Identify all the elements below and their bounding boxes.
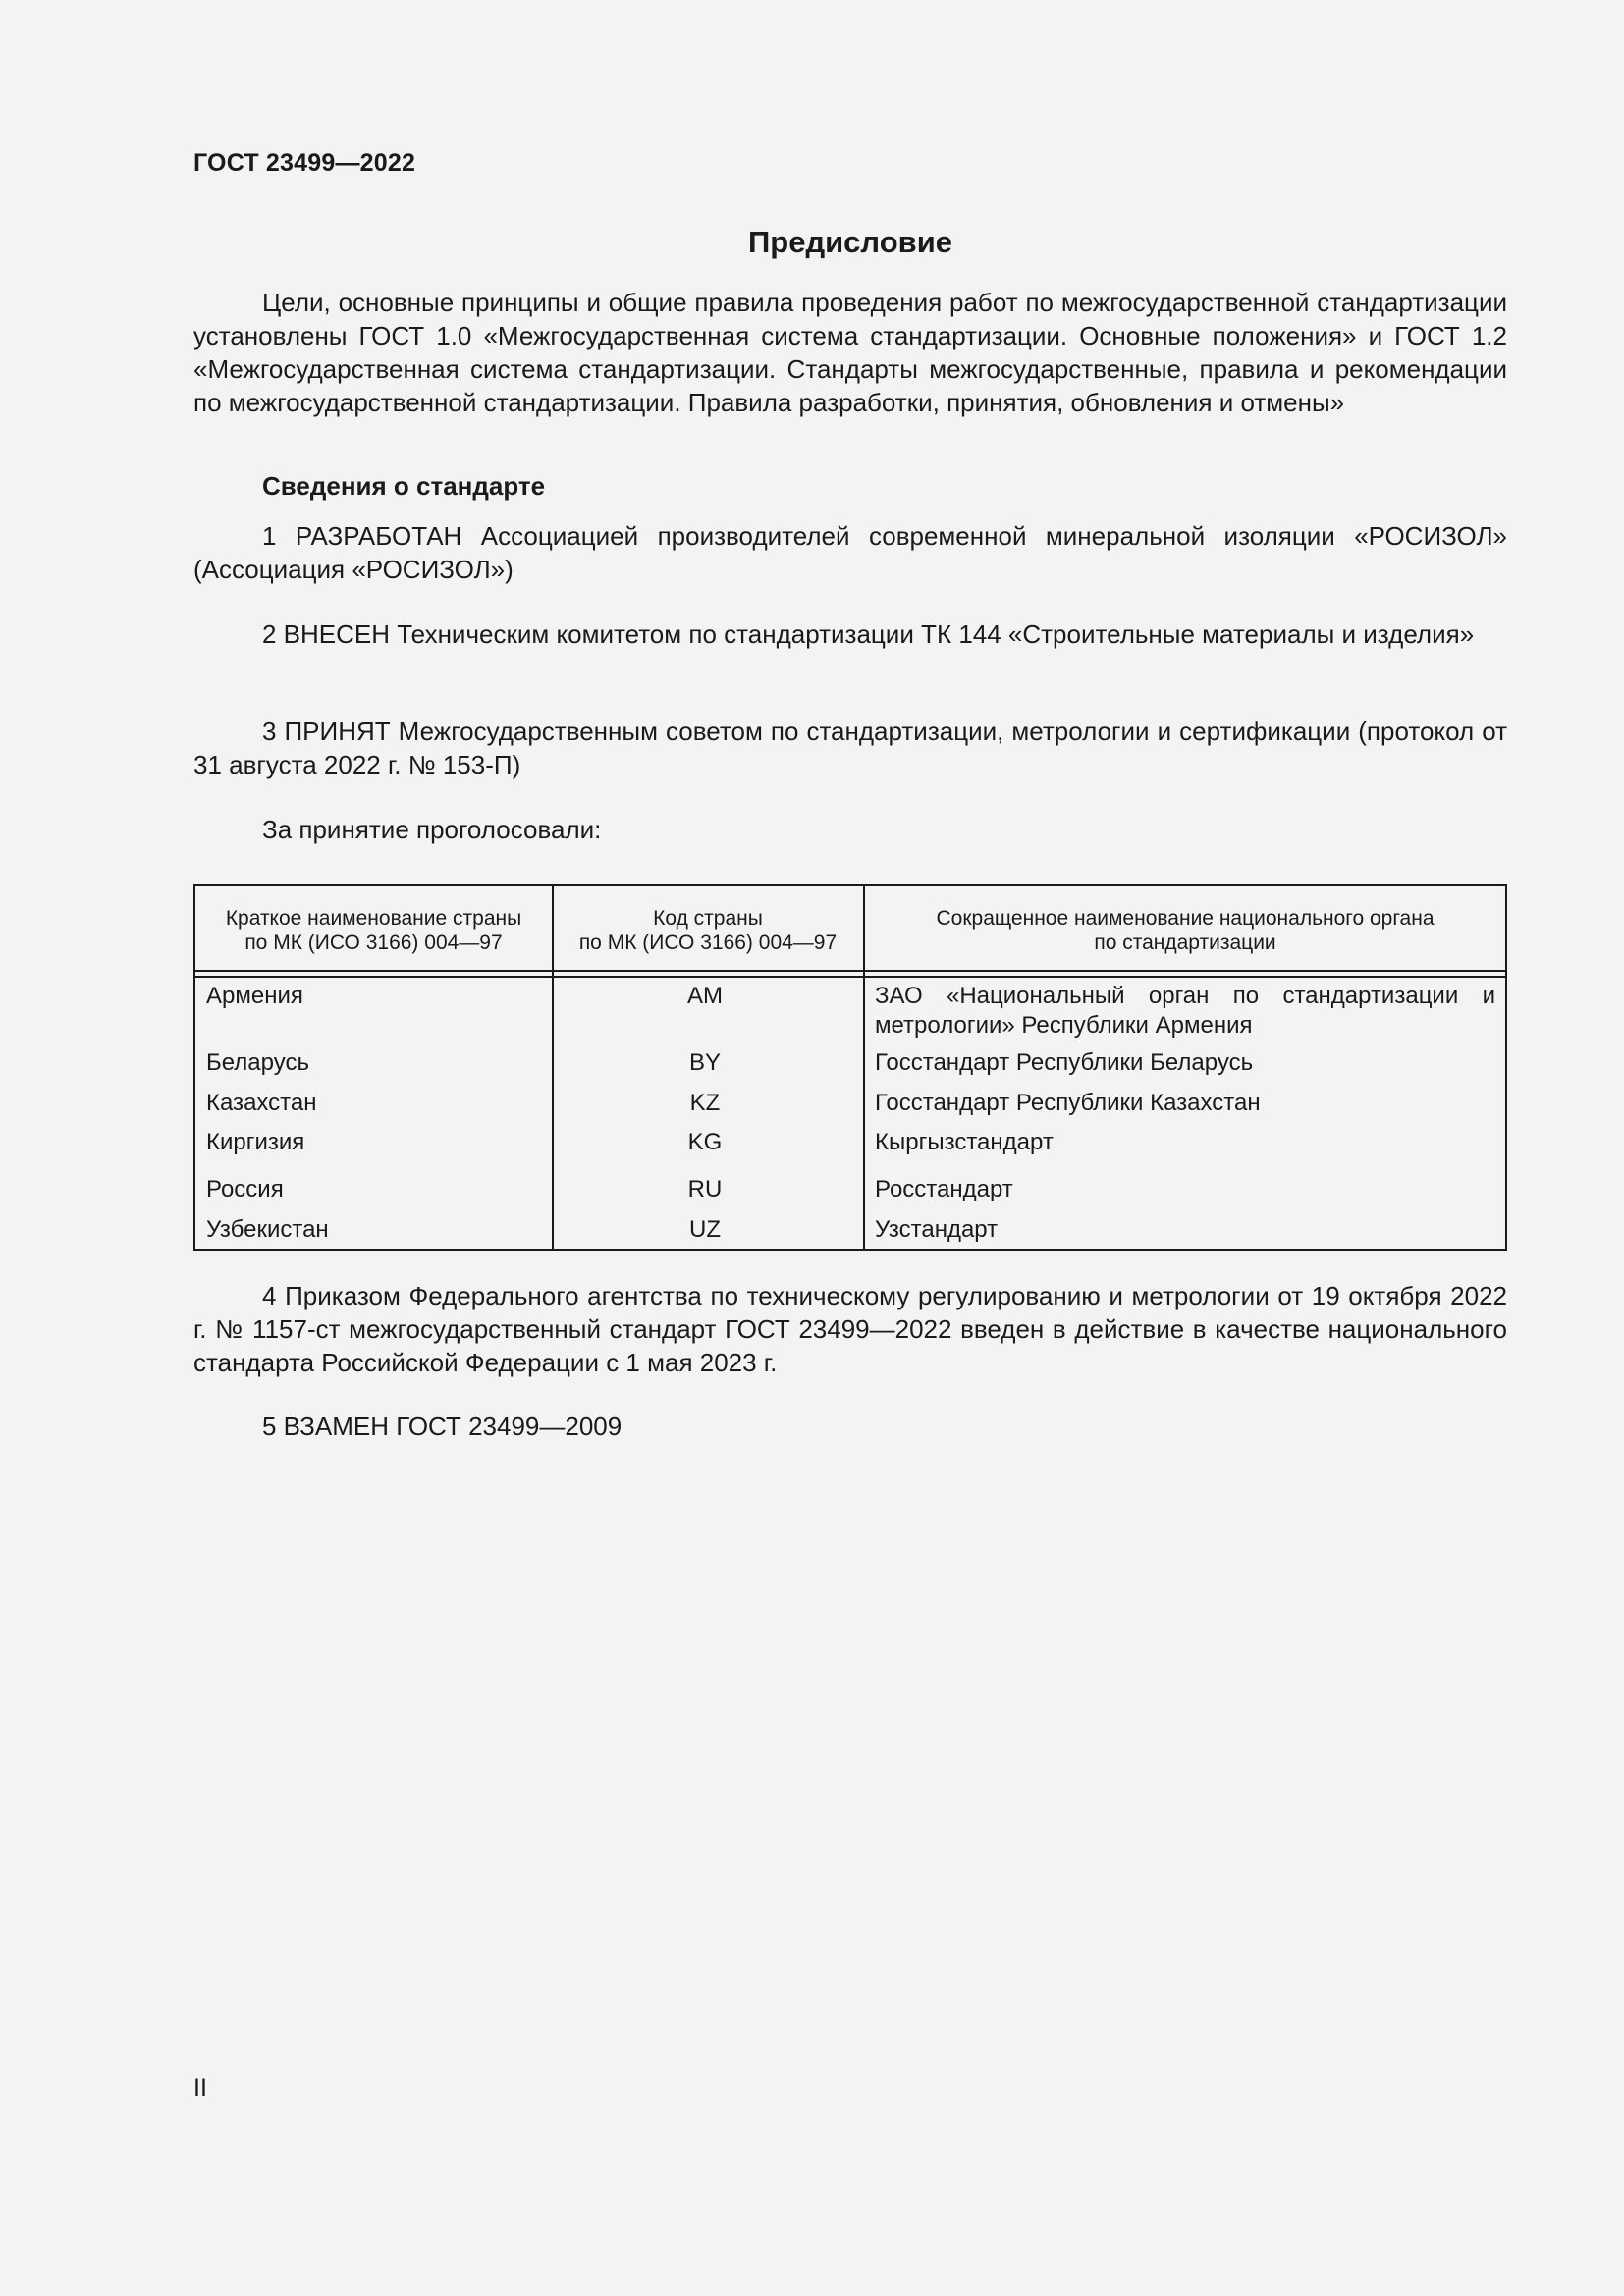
header-country (203, 906, 544, 955)
voting-table (193, 884, 1507, 1251)
header-rule (195, 970, 1505, 972)
table-cell-code: RU (687, 1176, 723, 1202)
table-cell-national-body: Госстандарт Республики Казахстан (875, 1090, 1261, 1116)
header-country-line2: по МК (ИСО 3166) 004—97 (244, 932, 503, 954)
page-number: II (193, 2074, 207, 2102)
intro-paragraph: Цели, основные принципы и общие правила проведения работ по межгосударственной стандартизации установлены ГОСТ 1.0 «Межгосударственная система стандартизации. Основные положения» и ГОСТ 1.2 «Межгосударственная система стандартизации. Стандарты межгосударственные, правила и рекомендации по межгосударственной стандартизации. Правила разработки, принятия, обновления и отмены» (193, 288, 1507, 417)
page-title: Предисловие (747, 225, 952, 259)
table-cell-national-body: Узстандарт (875, 1216, 999, 1243)
section-heading: Сведения о стандарте (262, 471, 546, 501)
table-cell-code: UZ (689, 1216, 721, 1243)
table-cell-country: Россия (206, 1176, 284, 1202)
table-cell-national-body: Росстандарт (875, 1176, 1013, 1202)
header-national-body-line2: по стандартизации (1094, 932, 1276, 954)
table-cell-code: AM (687, 983, 723, 1009)
table-cell-country: Беларусь (206, 1049, 309, 1076)
table-cell-national-body: Госстандарт Республики Беларусь (875, 1049, 1254, 1076)
voted-label: За принятие проголосовали: (262, 815, 602, 844)
column-divider (552, 886, 554, 1249)
column-divider (863, 886, 865, 1249)
table-cell-code: BY (688, 1049, 721, 1076)
document-code: ГОСТ 23499—2022 (193, 149, 416, 177)
table-cell-country: Казахстан (206, 1090, 317, 1116)
header-code-line1: Код страны (653, 907, 763, 930)
table-cell-code: KZ (689, 1090, 721, 1116)
header-national-body (867, 906, 1503, 955)
table-cell-country: Армения (206, 983, 303, 1009)
table-cell-code: KG (687, 1129, 723, 1155)
table-cell-country: Киргизия (206, 1129, 305, 1155)
header-code (555, 906, 861, 955)
header-rule (195, 976, 1505, 978)
table-cell-national-body: Кыргызстандарт (875, 1129, 1054, 1155)
table-cell-national-body: ЗАО «Национальный орган по стандартизации и метрологии» Республики Армения (875, 983, 1495, 1039)
item-order: 4 Приказом Федерального агентства по техническому регулированию и метрологии от 19 октября 2022 г. № 1157-ст межгосударственный стандарт ГОСТ 23499—2022 введен в действие в качестве национального стандарта Российской Федерации с 1 мая 2023 г. (193, 1281, 1507, 1377)
header-country-line1: Краткое наименование страны (225, 907, 522, 930)
table-cell-country: Узбекистан (206, 1216, 329, 1243)
item-introduced: 2 ВНЕСЕН Техническим комитетом по стандартизации ТК 144 «Строительные материалы и изделия» (262, 619, 1475, 649)
header-national-body-line1: Сокращенное наименование национального органа (936, 907, 1435, 930)
item-adopted: 3 ПРИНЯТ Межгосударственным советом по стандартизации, метрологии и сертификации (протокол от 31 августа 2022 г. № 153-П) (193, 717, 1507, 779)
header-code-line2: по МК (ИСО 3166) 004—97 (578, 932, 838, 954)
item-replaces: 5 ВЗАМЕН ГОСТ 23499—2009 (262, 1412, 623, 1441)
item-developed: 1 РАЗРАБОТАН Ассоциацией производителей современной минеральной изоляции «РОСИЗОЛ» (Ассоциация «РОСИЗОЛ») (193, 521, 1507, 584)
